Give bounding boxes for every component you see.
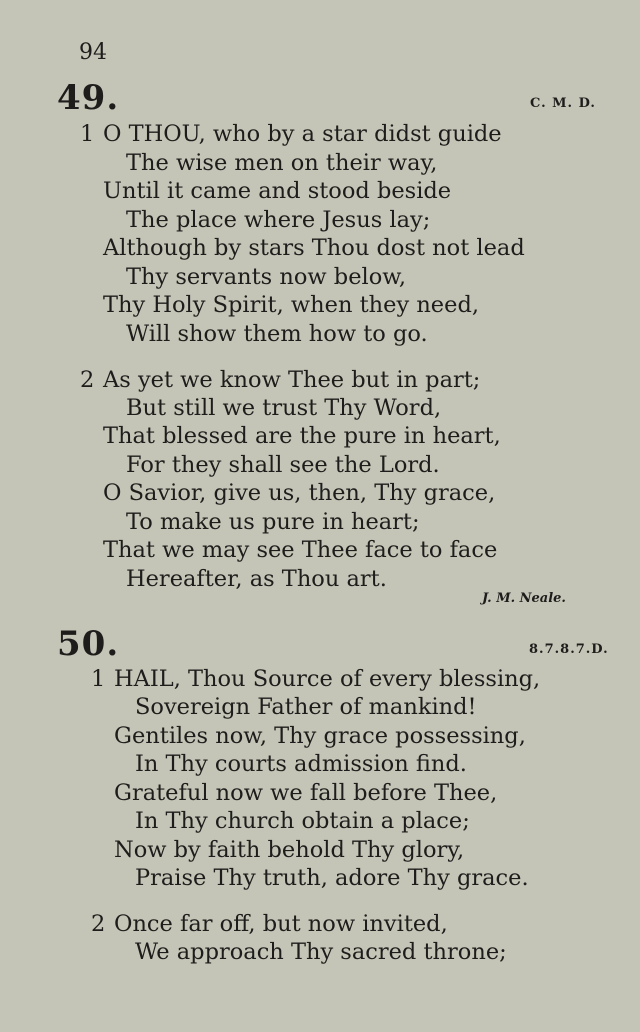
verse-line: To make us pure in heart; — [126, 509, 420, 535]
hymn-49-author: J. M. Neale. — [482, 591, 566, 606]
hymn-50-number: 50. — [57, 624, 120, 664]
verse-line: Once far off, but now invited, — [114, 911, 448, 937]
verse-line: Until it came and stood beside — [103, 178, 452, 204]
verse-line: Praise Thy truth, adore Thy grace. — [135, 865, 529, 891]
verse-line: Sovereign Father of mankind! — [135, 694, 477, 720]
verse-line: That blessed are the pure in heart, — [103, 423, 501, 449]
verse-line: Will show them how to go. — [126, 321, 428, 347]
hymn-50-verse-1-number: 1 — [91, 666, 106, 692]
hymn-49-verse-2-number: 2 — [80, 367, 95, 393]
verse-line: In Thy church obtain a place; — [135, 808, 470, 834]
verse-line: For they shall see the Lord. — [126, 452, 440, 478]
verse-line: The wise men on their way, — [126, 150, 438, 176]
verse-line: That we may see Thee face to face — [103, 537, 498, 563]
hymn-49-verse-1-number: 1 — [80, 121, 95, 147]
verse-line: HAIL, Thou Source of every blessing, — [114, 666, 541, 692]
verse-line: Thy Holy Spirit, when they need, — [103, 292, 479, 318]
verse-line: We approach Thy sacred throne; — [135, 939, 507, 965]
verse-line: Grateful now we fall before Thee, — [114, 780, 498, 806]
verse-line: Gentiles now, Thy grace possessing, — [114, 723, 526, 749]
hymn-49-number: 49. — [57, 78, 120, 118]
verse-line: The place where Jesus lay; — [126, 207, 431, 233]
verse-line: In Thy courts admission find. — [135, 751, 467, 777]
verse-line: O THOU, who by a star didst guide — [103, 121, 502, 147]
verse-line: As yet we know Thee but in part; — [103, 367, 481, 393]
hymn-50-meter: 8.7.8.7.D. — [529, 642, 609, 657]
verse-line: Now by faith behold Thy glory, — [114, 837, 465, 863]
verse-line: Although by stars Thou dost not lead — [103, 235, 525, 261]
verse-line: Thy servants now below, — [126, 264, 406, 290]
verse-line: Hereafter, as Thou art. — [126, 566, 387, 592]
hymn-50-verse-2-number: 2 — [91, 911, 106, 937]
verse-line: O Savior, give us, then, Thy grace, — [103, 480, 496, 506]
hymn-49-meter: C. M. D. — [530, 96, 596, 111]
verse-line: But still we trust Thy Word, — [126, 395, 442, 421]
page-number: 94 — [79, 40, 107, 65]
